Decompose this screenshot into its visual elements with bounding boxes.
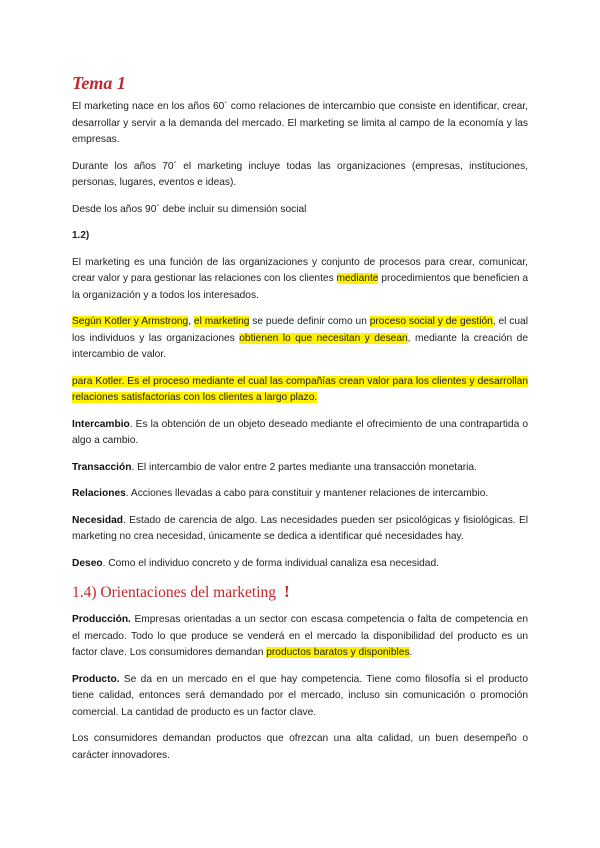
section-number-text: 1.2) xyxy=(72,230,90,241)
highlight: obtienen lo que necesitan y desean xyxy=(239,332,408,344)
definition-text: . Acciones llevadas a cabo para constituir y mantener relaciones de intercambio. xyxy=(125,488,489,499)
paragraph-producto xyxy=(72,672,528,722)
paragraph-consumidores: Los consumidores demandan productos que ofrezcan una alta calidad, un buen desempeño o carácter innovadores. xyxy=(72,733,528,761)
definition-text: . El intercambio de valor entre 2 partes mediante una transacción monetaria. xyxy=(131,461,477,473)
page-title: Tema 1 xyxy=(72,73,126,93)
document-page xyxy=(72,72,528,774)
definition-deseo xyxy=(72,556,528,573)
text-segment: , el cual los individuos y las organizaciones xyxy=(72,316,528,344)
highlight: mediante xyxy=(336,273,379,284)
text-segment: procedimientos que beneficien a la organización y a todos los interesados. xyxy=(72,273,529,301)
definition-term: Intercambio xyxy=(72,418,130,430)
definition-text: Se da en un mercado en el que hay competencia. Tiene como filosofía si el producto tiene calidad, entonces será demandado por el mercado, incluso sin comunicación o promoción comercial. La cantidad de producto es un factor clave. xyxy=(72,673,528,718)
text-segment: , mediante la creación de intercambio de valor. xyxy=(72,332,528,360)
definition-term: Producción. xyxy=(72,614,131,625)
text-segment: El marketing es una función de las organizaciones y conjunto de procesos para crear, comunicar, crear valor y para gestionar las relaciones con los clientes xyxy=(72,256,528,284)
section-number xyxy=(72,228,528,245)
definition-term: Producto. xyxy=(72,673,120,685)
paragraph-kotler xyxy=(72,314,528,364)
highlight: Según Kotler y Armstrong xyxy=(72,316,189,327)
highlight: el marketing xyxy=(193,316,250,327)
paragraph-kotler-definition xyxy=(72,374,528,407)
text-segment: se puede definir como un xyxy=(249,316,370,327)
definition-text: . Estado de carencia de algo. Las necesidades pueden ser psicológicas y fisiológicas. El marketing no crea necesidad, únicamente se dedica a identificar qué necesidades hay. xyxy=(72,514,528,542)
definition-intercambio xyxy=(72,417,528,450)
definition-necesidad xyxy=(72,513,528,546)
paragraph-definition xyxy=(72,255,528,305)
definition-text: . Es la obtención de un objeto deseado mediante el ofrecimiento de una contrapartida o algo a cambio. xyxy=(72,418,528,446)
definition-relaciones xyxy=(72,486,528,503)
highlight: para Kotler. Es el proceso mediante el cual las compañías crean valor para los clientes y desarrollan relaciones satisfactorias con los clientes a largo plazo. xyxy=(72,375,528,403)
definition-term: Transacción xyxy=(72,461,132,473)
definition-term: Necesidad xyxy=(72,514,123,526)
definition-text: . Como el individuo concreto y de forma individual canaliza esa necesidad. xyxy=(102,557,439,569)
definition-term: Deseo xyxy=(72,557,103,569)
definition-text: Empresas orientadas a un sector con escasa competencia o falta de competencia en el mercado. Todo lo que produce se venderá en el mercado la disponibilidad del producto es un factor clave. Los consumidores demandan xyxy=(72,614,528,658)
text-segment: , xyxy=(188,316,194,327)
section-heading-orientaciones xyxy=(72,582,528,603)
paragraph-intro: El marketing nace en los años 60´ como relaciones de intercambio que consiste en identificar, crear, desarrollar y servir a la demanda del mercado. El marketing se limita al campo de la economía y las empresas. xyxy=(72,101,528,145)
paragraph-produccion xyxy=(72,612,528,662)
paragraph-90s: Desde los años 90´ debe incluir su dimensión social xyxy=(72,203,307,215)
definition-term: Relaciones xyxy=(72,488,126,499)
highlight: productos baratos y disponibles xyxy=(266,647,410,658)
text-segment: . xyxy=(409,647,413,658)
highlight: proceso social y de gestión xyxy=(369,316,493,327)
exclamation-icon: ! xyxy=(284,582,290,601)
section-heading-text: 1.4) Orientaciones del marketing xyxy=(72,584,277,601)
definition-transaccion xyxy=(72,460,528,477)
paragraph-70s: Durante los años 70´ el marketing incluye todas las organizaciones (empresas, instituciones, personas, lugares, eventos e ideas). xyxy=(72,160,528,188)
